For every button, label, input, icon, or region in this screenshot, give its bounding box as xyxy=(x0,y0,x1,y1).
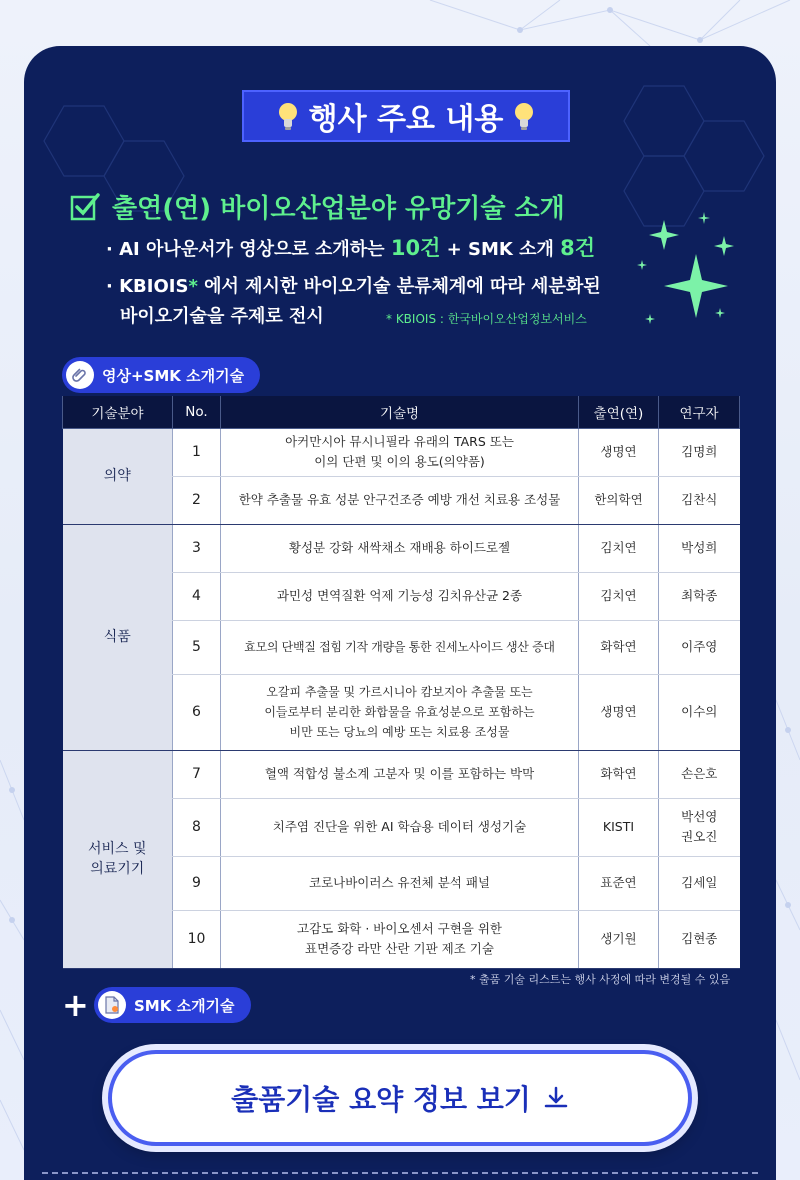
row-no: 1 xyxy=(173,428,221,476)
row-tech-name: 과민성 면역질환 억제 기능성 김치유산균 2종 xyxy=(221,572,579,620)
row-tech-name: 황성분 강화 새싹채소 재배용 하이드로젤 xyxy=(221,524,579,572)
event-panel xyxy=(24,46,776,1180)
view-summary-button[interactable] xyxy=(108,1050,692,1146)
smk-tag xyxy=(94,987,251,1023)
row-no: 8 xyxy=(173,798,221,856)
lightbulb-icon xyxy=(277,101,299,131)
bullet2-kbiois: · KBIOIS xyxy=(106,276,189,297)
paperclip-icon xyxy=(66,361,94,389)
row-researcher: 손은호 xyxy=(659,750,740,798)
row-researcher: 김현종 xyxy=(659,910,740,968)
row-institute: 김치연 xyxy=(579,572,659,620)
table-footnote: * 출품 기술 리스트는 행사 사정에 따라 변경될 수 있음 xyxy=(470,973,731,986)
plus-sign: + xyxy=(62,986,89,1024)
row-institute: 표준연 xyxy=(579,856,659,910)
row-tech-name: 한약 추출물 유효 성분 안구건조증 예방 개선 치료용 조성물 xyxy=(221,476,579,524)
category-cell: 의약 xyxy=(63,428,173,524)
smk-tag-label: SMK 소개기술 xyxy=(134,996,235,1015)
section-title-box xyxy=(242,90,570,142)
header-field: 기술분야 xyxy=(63,396,173,428)
row-institute: 김치연 xyxy=(579,524,659,572)
row-no: 3 xyxy=(173,524,221,572)
row-tech-name: 치주염 진단을 위한 AI 학습용 데이터 생성기술 xyxy=(221,798,579,856)
row-tech-name: 고감도 화학 · 바이오센서 구현을 위한 표면증강 라만 산란 기판 제조 기술 xyxy=(221,910,579,968)
row-institute: 화학연 xyxy=(579,620,659,674)
row-researcher: 박선영 권오진 xyxy=(659,798,740,856)
lightbulb-icon xyxy=(513,101,535,131)
row-no: 4 xyxy=(173,572,221,620)
download-icon xyxy=(543,1085,569,1111)
intro-bullet-2-line2: 바이오기술을 주제로 전시 xyxy=(120,306,324,327)
kbiois-footnote: * KBIOIS : 한국바이오산업정보서비스 xyxy=(386,312,587,326)
row-no: 7 xyxy=(173,750,221,798)
header-no: No. xyxy=(173,396,221,428)
header-researcher: 연구자 xyxy=(659,396,740,428)
dashed-divider xyxy=(42,1172,758,1174)
table-row xyxy=(63,524,740,572)
table-header-row xyxy=(63,396,740,428)
document-icon xyxy=(98,991,126,1019)
row-no: 9 xyxy=(173,856,221,910)
row-no: 2 xyxy=(173,476,221,524)
bullet1-prefix: · AI 아나운서가 영상으로 소개하는 xyxy=(106,239,385,260)
row-tech-name: 오갈피 추출물 및 가르시니아 캄보지아 추출물 또는 이들로부터 분리한 화합물을 유효성분으로 포함하는 비만 또는 당뇨의 예방 또는 치료용 조성물 xyxy=(221,674,579,750)
intro-heading-row xyxy=(70,188,565,225)
row-institute: 화학연 xyxy=(579,750,659,798)
table-row xyxy=(63,750,740,798)
category-cell: 서비스 및 의료기기 xyxy=(63,750,173,968)
intro-bullet-2 xyxy=(106,273,601,301)
row-no: 5 xyxy=(173,620,221,674)
row-no: 10 xyxy=(173,910,221,968)
bullet1-count-video: 10건 xyxy=(390,236,441,260)
intro-heading: 출연(연) 바이오산업분야 유망기술 소개 xyxy=(112,194,565,224)
row-researcher: 김세일 xyxy=(659,856,740,910)
bullet1-count-smk: 8건 xyxy=(560,236,596,260)
bullet2-rest: 에서 제시한 바이오기술 분류체계에 따라 세분화된 xyxy=(197,276,601,297)
table-row xyxy=(63,428,740,476)
row-researcher: 박성희 xyxy=(659,524,740,572)
intro-bullet-1 xyxy=(106,234,595,264)
row-institute: 생명연 xyxy=(579,674,659,750)
row-researcher: 김찬식 xyxy=(659,476,740,524)
row-researcher: 이수의 xyxy=(659,674,740,750)
bullet2-star: * xyxy=(188,276,198,297)
view-summary-label: 출품기술 요약 정보 보기 xyxy=(231,1083,531,1116)
row-institute: KISTI xyxy=(579,798,659,856)
row-institute: 생기원 xyxy=(579,910,659,968)
row-tech-name: 효모의 단백질 접힘 기작 개량을 통한 진세노사이드 생산 증대 xyxy=(221,620,579,674)
sparkle-icon xyxy=(628,208,738,328)
bullet1-mid: + SMK 소개 xyxy=(446,239,554,260)
category-cell: 식품 xyxy=(63,524,173,750)
section-title: 행사 주요 내용 xyxy=(308,102,504,137)
video-smk-tag-label: 영상+SMK 소개기술 xyxy=(102,366,245,385)
row-researcher: 김명희 xyxy=(659,428,740,476)
header-institute: 출연(연) xyxy=(579,396,659,428)
row-no: 6 xyxy=(173,674,221,750)
row-tech-name: 코로나바이러스 유전체 분석 패널 xyxy=(221,856,579,910)
checkbox-checked-icon xyxy=(70,191,102,223)
row-institute: 생명연 xyxy=(579,428,659,476)
row-researcher: 이주영 xyxy=(659,620,740,674)
technology-table xyxy=(62,396,740,969)
video-smk-tag xyxy=(62,357,260,393)
row-tech-name: 혈액 적합성 불소계 고분자 및 이를 포함하는 박막 xyxy=(221,750,579,798)
row-tech-name: 아커만시아 뮤시니필라 유래의 TARS 또는 이의 단편 및 이의 용도(의약품) xyxy=(221,428,579,476)
header-tech-name: 기술명 xyxy=(221,396,579,428)
row-institute: 한의학연 xyxy=(579,476,659,524)
row-researcher: 최학종 xyxy=(659,572,740,620)
